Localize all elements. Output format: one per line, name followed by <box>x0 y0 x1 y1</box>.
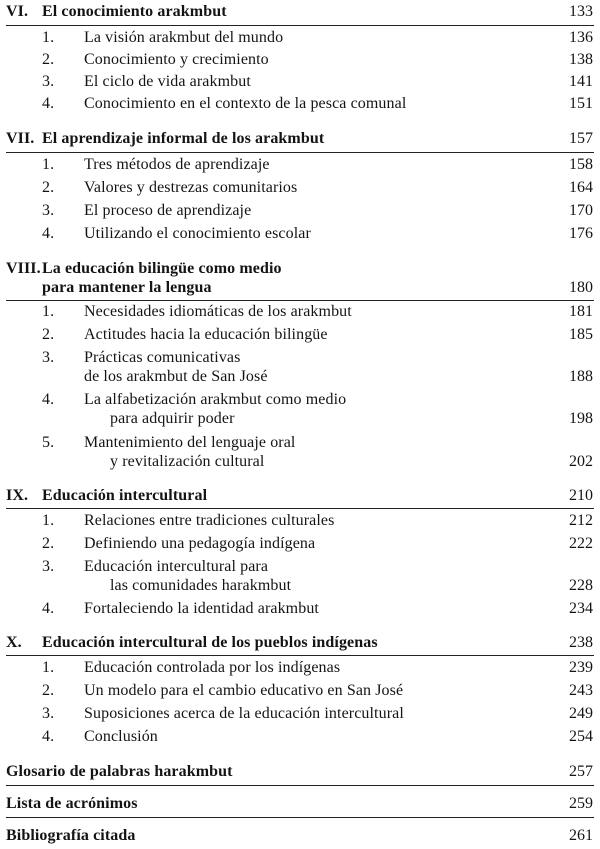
page-number: 254 <box>569 728 593 745</box>
chapter-heading: VIII. <box>6 260 41 277</box>
page-number: 257 <box>569 763 593 780</box>
divider <box>6 152 594 153</box>
item-number: 3. <box>42 349 55 366</box>
item-title: La alfabetización arakmbut como medio <box>84 391 347 408</box>
item-title: Tres métodos de aprendizaje <box>84 156 270 173</box>
page-number: 239 <box>569 659 593 676</box>
item-number: 5. <box>42 434 55 451</box>
chapter-title-line2: para mantener la lengua <box>42 279 212 296</box>
page-number: 238 <box>569 634 593 651</box>
item-title: El proceso de aprendizaje <box>84 202 252 219</box>
back-matter-title: Lista de acrónimos <box>6 795 138 812</box>
item-title: La visión arakmbut del mundo <box>84 29 284 46</box>
page-number: 188 <box>569 368 593 385</box>
item-number: 1. <box>42 512 55 529</box>
item-title: El ciclo de vida arakmbut <box>84 73 251 90</box>
page-number: 259 <box>569 795 593 812</box>
item-title-line2: de los arakmbut de San José <box>84 368 268 385</box>
item-number: 3. <box>42 73 55 90</box>
item-title: Suposiciones acerca de la educación intercultural <box>84 705 404 722</box>
page-number: 198 <box>569 410 593 427</box>
back-matter-title: Bibliografía citada <box>6 827 136 844</box>
chapter-heading: X. <box>6 634 22 651</box>
item-title: Conclusión <box>84 728 158 745</box>
page-number: 212 <box>569 512 593 529</box>
chapter-title: Educación intercultural <box>42 487 208 504</box>
page-number: 138 <box>569 51 593 68</box>
item-title: Relaciones entre tradiciones culturales <box>84 512 335 529</box>
page-number: 181 <box>569 303 593 320</box>
item-title: Fortaleciendo la identidad arakmbut <box>84 600 319 617</box>
chapter-title: El aprendizaje informal de los arakmbut <box>42 130 325 147</box>
item-number: 4. <box>42 225 55 242</box>
chapter-title: El conocimiento arakmbut <box>42 3 227 20</box>
item-title-line2: las comunidades harakmbut <box>110 577 292 594</box>
item-number: 1. <box>42 303 55 320</box>
item-title: Utilizando el conocimiento escolar <box>84 225 311 242</box>
page-number: 249 <box>569 705 593 722</box>
chapter-heading: IX. <box>6 487 29 504</box>
item-number: 2. <box>42 51 55 68</box>
page-number: 243 <box>569 682 593 699</box>
item-title: Necesidades idiomáticas de los arakmbut <box>84 303 352 320</box>
page-number: 136 <box>569 29 593 46</box>
divider <box>6 785 594 786</box>
item-number: 1. <box>42 156 55 173</box>
item-title: Educación intercultural para <box>84 558 269 575</box>
page-number: 185 <box>569 326 593 343</box>
page-number: 157 <box>569 130 593 147</box>
divider <box>6 300 594 301</box>
item-number: 1. <box>42 29 55 46</box>
item-number: 2. <box>42 326 55 343</box>
item-title-line2: y revitalización cultural <box>110 453 265 470</box>
item-title: Conocimiento y crecimiento <box>84 51 269 68</box>
page-number: 261 <box>569 827 593 844</box>
item-number: 4. <box>42 600 55 617</box>
page-number: 180 <box>569 279 593 296</box>
page-number: 210 <box>569 487 593 504</box>
item-title: Educación controlada por los indígenas <box>84 659 341 676</box>
item-title: Actitudes hacia la educación bilingüe <box>84 326 328 343</box>
page-number: 176 <box>569 225 593 242</box>
back-matter-title: Glosario de palabras harakmbut <box>6 763 233 780</box>
item-title: Valores y destrezas comunitarios <box>84 179 298 196</box>
item-number: 2. <box>42 179 55 196</box>
chapter-heading: VI. <box>6 3 29 20</box>
page-number: 228 <box>569 577 593 594</box>
item-title-line2: para adquirir poder <box>110 410 235 427</box>
page-number: 164 <box>569 179 593 196</box>
item-number: 4. <box>42 95 55 112</box>
item-title: Conocimiento en el contexto de la pesca comunal <box>84 95 407 112</box>
divider <box>6 25 594 26</box>
chapter-title: La educación bilingüe como medio <box>42 260 282 277</box>
divider <box>6 817 594 818</box>
page-number: 133 <box>569 3 593 20</box>
chapter-title: Educación intercultural de los pueblos indígenas <box>42 634 378 651</box>
chapter-heading: VII. <box>6 130 35 147</box>
item-number: 3. <box>42 705 55 722</box>
item-number: 3. <box>42 202 55 219</box>
item-title: Un modelo para el cambio educativo en San José <box>84 682 404 699</box>
item-number: 4. <box>42 391 55 408</box>
page-number: 151 <box>569 95 593 112</box>
page-number: 234 <box>569 600 593 617</box>
divider <box>6 655 594 656</box>
item-number: 4. <box>42 728 55 745</box>
page-number: 170 <box>569 202 593 219</box>
page-number: 158 <box>569 156 593 173</box>
divider <box>6 508 594 509</box>
page-number: 222 <box>569 535 593 552</box>
item-number: 1. <box>42 659 55 676</box>
item-title: Mantenimiento del lenguaje oral <box>84 434 296 451</box>
page-number: 202 <box>569 453 593 470</box>
item-number: 2. <box>42 682 55 699</box>
item-title: Prácticas comunicativas <box>84 349 241 366</box>
item-title: Definiendo una pedagogía indígena <box>84 535 316 552</box>
item-number: 3. <box>42 558 55 575</box>
item-number: 2. <box>42 535 55 552</box>
page-number: 141 <box>569 73 593 90</box>
